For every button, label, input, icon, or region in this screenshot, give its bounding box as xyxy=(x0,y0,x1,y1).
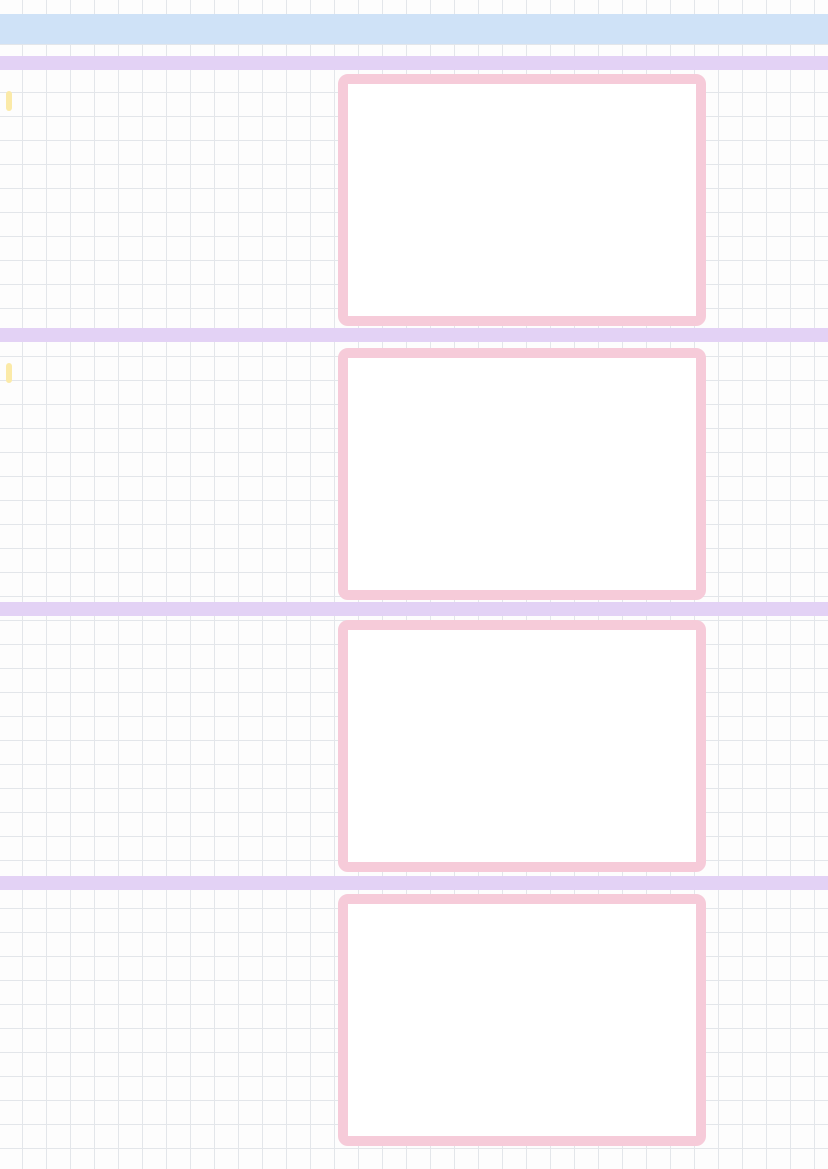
note-line xyxy=(6,90,18,113)
note-line xyxy=(6,362,98,385)
graph-card-konstante xyxy=(338,74,706,326)
graph-card-quadratisch xyxy=(338,620,706,872)
section-bar-konstante xyxy=(0,56,828,70)
graph-quadratisch xyxy=(348,630,696,862)
formula-highlight xyxy=(6,363,12,383)
graph-kubisch xyxy=(348,904,696,1136)
graph-card-linear xyxy=(338,348,706,600)
section-bar-linear xyxy=(0,328,828,342)
title-highlight-bar xyxy=(0,14,828,44)
notes-linear xyxy=(6,362,98,403)
graph-card-kubisch xyxy=(338,894,706,1146)
section-bar-kubisch xyxy=(0,876,828,890)
notes-konstante xyxy=(6,90,18,113)
formula-highlight xyxy=(6,91,12,111)
graph-linear xyxy=(348,358,696,590)
note-line xyxy=(6,385,98,403)
section-bar-quadratisch xyxy=(0,602,828,616)
graph-konstante xyxy=(348,84,696,316)
